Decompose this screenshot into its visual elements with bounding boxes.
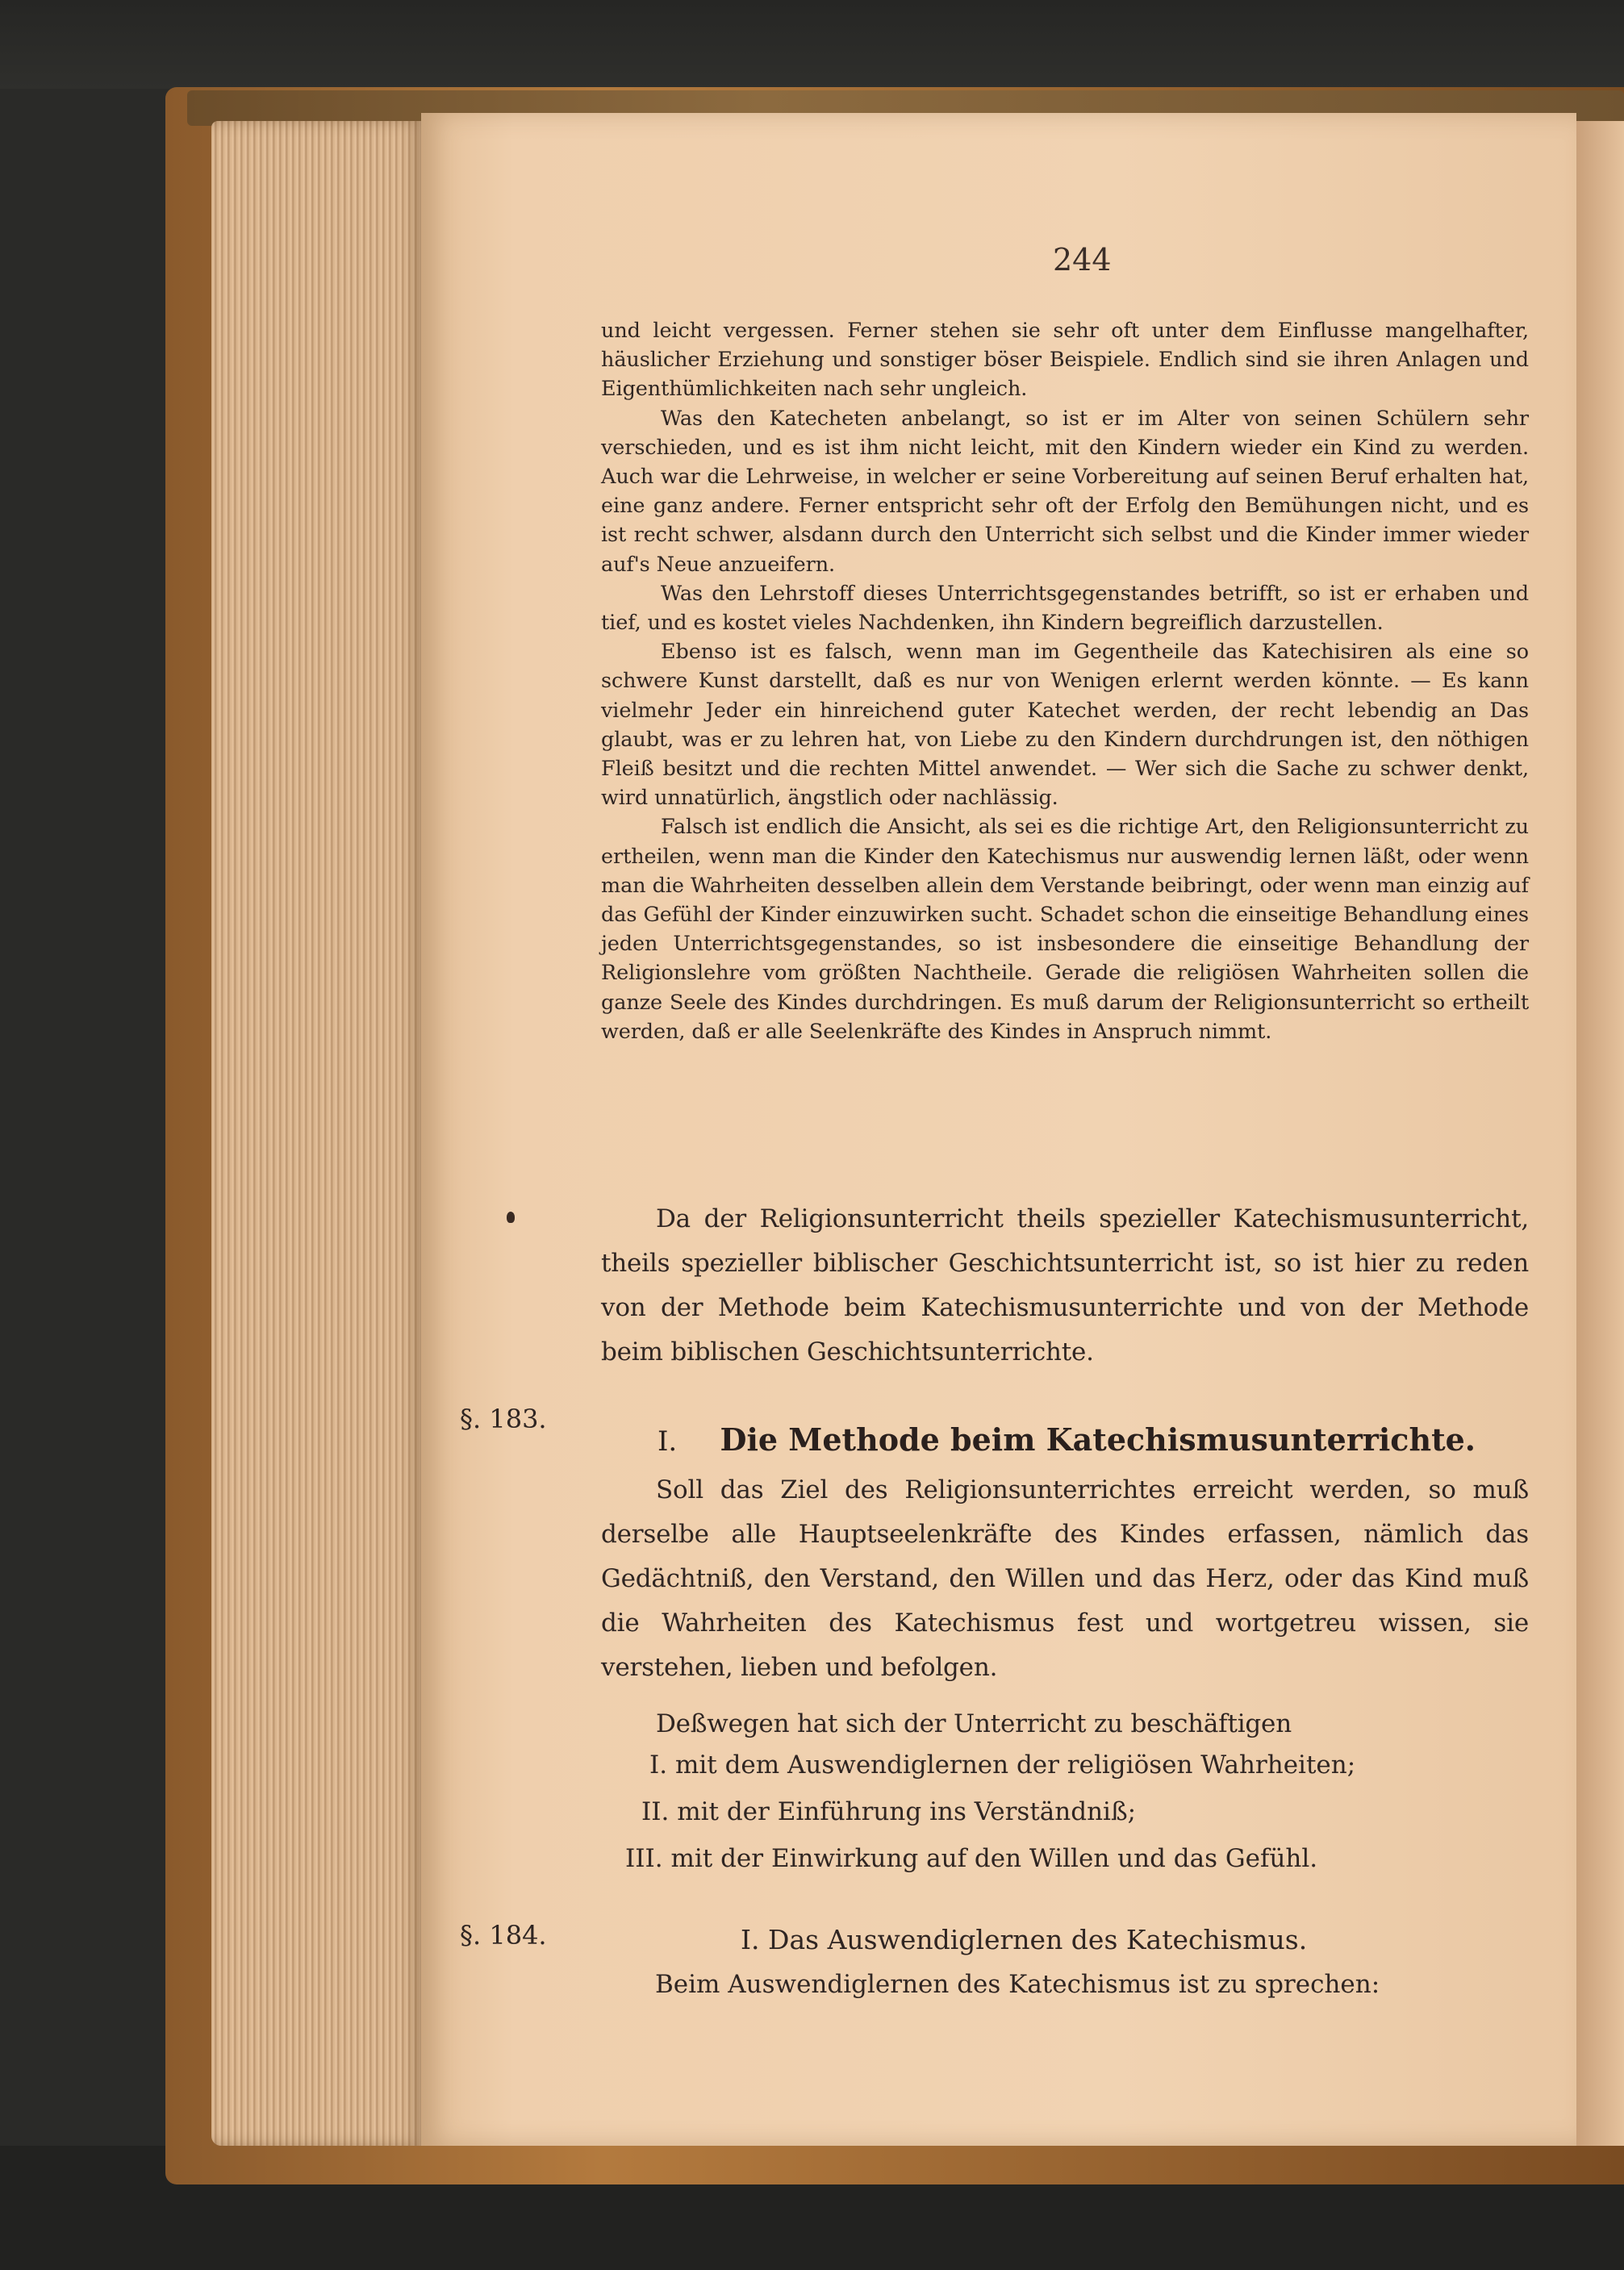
page-number: 244 [1053,242,1112,277]
section-183-intro [601,1702,1529,1746]
paragraph: Was den Katecheten anbelangt, so ist er im Alter von seinen Schülern sehr verschieden, und es ist ihm nicht leicht, mit den Kindern wieder ein Kind zu werden. Auch war die Lehrweise, in welcher er seine Vorbereitung auf seinen Beruf erhalten hat, eine ganz andere. Ferner entspricht sehr oft der Erfolg den Bemühungen nicht, und es ist recht schwer, alsdann durch den Unterricht sich selbst und die Kinder immer wieder auf's Neue anzueifern. [601,406,1529,577]
list-number: III. [625,1844,663,1873]
ink-mark [507,1212,515,1223]
paragraph: Soll das Ziel des Religionsunterrichtes erreicht werden, so muß derselbe alle Hauptseelenkräfte des Kindes erfassen, nämlich das Gedächtniß, den Verstand, den Willen und das Herz, oder das Kind muß die Wahrheiten des Katechismus fest und wortgetreu wissen, sie verstehen, lieben und befolgen. [601,1475,1529,1682]
paragraph: Da der Religionsunterricht theils spezieller Katechismusunterricht, theils spezieller biblischer Geschichtsunterricht ist, so ist hier zu reden von der Methode beim Katechismusunterrichte und von der Methode beim biblischen Geschichtsunterrichte. [601,1204,1529,1367]
page-stack-edge [211,121,423,2146]
text-block-intro [601,1197,1529,1375]
paragraph: Was den Lehrstoff dieses Unterrichtsgegenstandes betrifft, so ist er erhaben und tief, und es kostet vieles Nachdenken, ihn Kindern begreiflich darzustellen. [601,581,1529,636]
section-mark-184: §. 184. [460,1920,547,1951]
paragraph: Ebenso ist es falsch, wenn man im Gegentheile das Katechisiren als eine so schwere Kunst darstellt, daß es nur von Wenigen erlernt werden könnte. — Es kann vielmehr Jeder ein hinreichend guter Katechet werden, der recht lebendig an Das glaubt, was er zu lehren hat, von Liebe zu den Kindern durchdrungen ist, den nöthigen Fleiß besitzt und die rechten Mittel anwendet. — Wer sich die Sache zu schwer denkt, wird unnatürlich, ängstlich oder nachlässig. [601,640,1529,811]
section-heading-183 [658,1421,1529,1458]
paragraph: und leicht vergessen. Ferner stehen sie sehr oft unter dem Einflusse mangelhafter, häuslicher Erziehung und sonstiger böser Beispiele. Endlich sind sie ihren Anlagen und Eigenthümlichkeiten nach sehr ungleich. [601,319,1529,402]
list-item [625,1844,1317,1873]
section-mark-183: §. 183. [460,1404,547,1434]
paragraph: Falsch ist endlich die Ansicht, als sei es die richtige Art, den Religionsunterricht zu ertheilen, wenn man die Kinder den Katechismus nur auswendig lernen läßt, oder wenn man die Wahrheiten desselben allein dem Verstande beibringt, oder wenn man einzig auf das Gefühl der Kinder einzuwirken sucht. Schadet schon die einseitige Behandlung eines jeden Unterrichtsgegenstandes, so ist insbesondere die einseitige Behandlung der Religionslehre vom größten Nachtheile. Gerade die religiösen Wahrheiten sollen die ganze Seele des Kindes durchdringen. Es muß darum der Religionsunterricht so ertheilt werden, daß er alle Seelenkräfte des Kindes in Anspruch nimmt. [601,815,1529,1044]
list-number: II. [641,1797,670,1826]
list-item [641,1797,1136,1826]
list-text: mit der Einwirkung auf den Willen und das Gefühl. [670,1844,1318,1873]
heading-numeral: I. [658,1425,678,1458]
list-item [649,1750,1355,1780]
heading-title: Die Methode beim Katechismusunterrichte. [720,1421,1476,1458]
text-block-small [601,316,1529,1046]
section-184-body: Beim Auswendiglernen des Katechismus ist zu sprechen: [655,1970,1380,1999]
section-heading-184: I. Das Auswendiglernen des Katechismus. [741,1924,1308,1955]
facing-page-edge [1576,121,1624,2146]
list-number: I. [649,1750,668,1780]
list-text: mit der Einführung ins Verständniß; [677,1797,1137,1826]
paragraph: Deßwegen hat sich der Unterricht zu beschäftigen [656,1709,1292,1738]
section-183-body [601,1468,1529,1690]
background-top [0,0,1624,89]
list-text: mit dem Auswendiglernen der religiösen Wahrheiten; [674,1750,1356,1780]
